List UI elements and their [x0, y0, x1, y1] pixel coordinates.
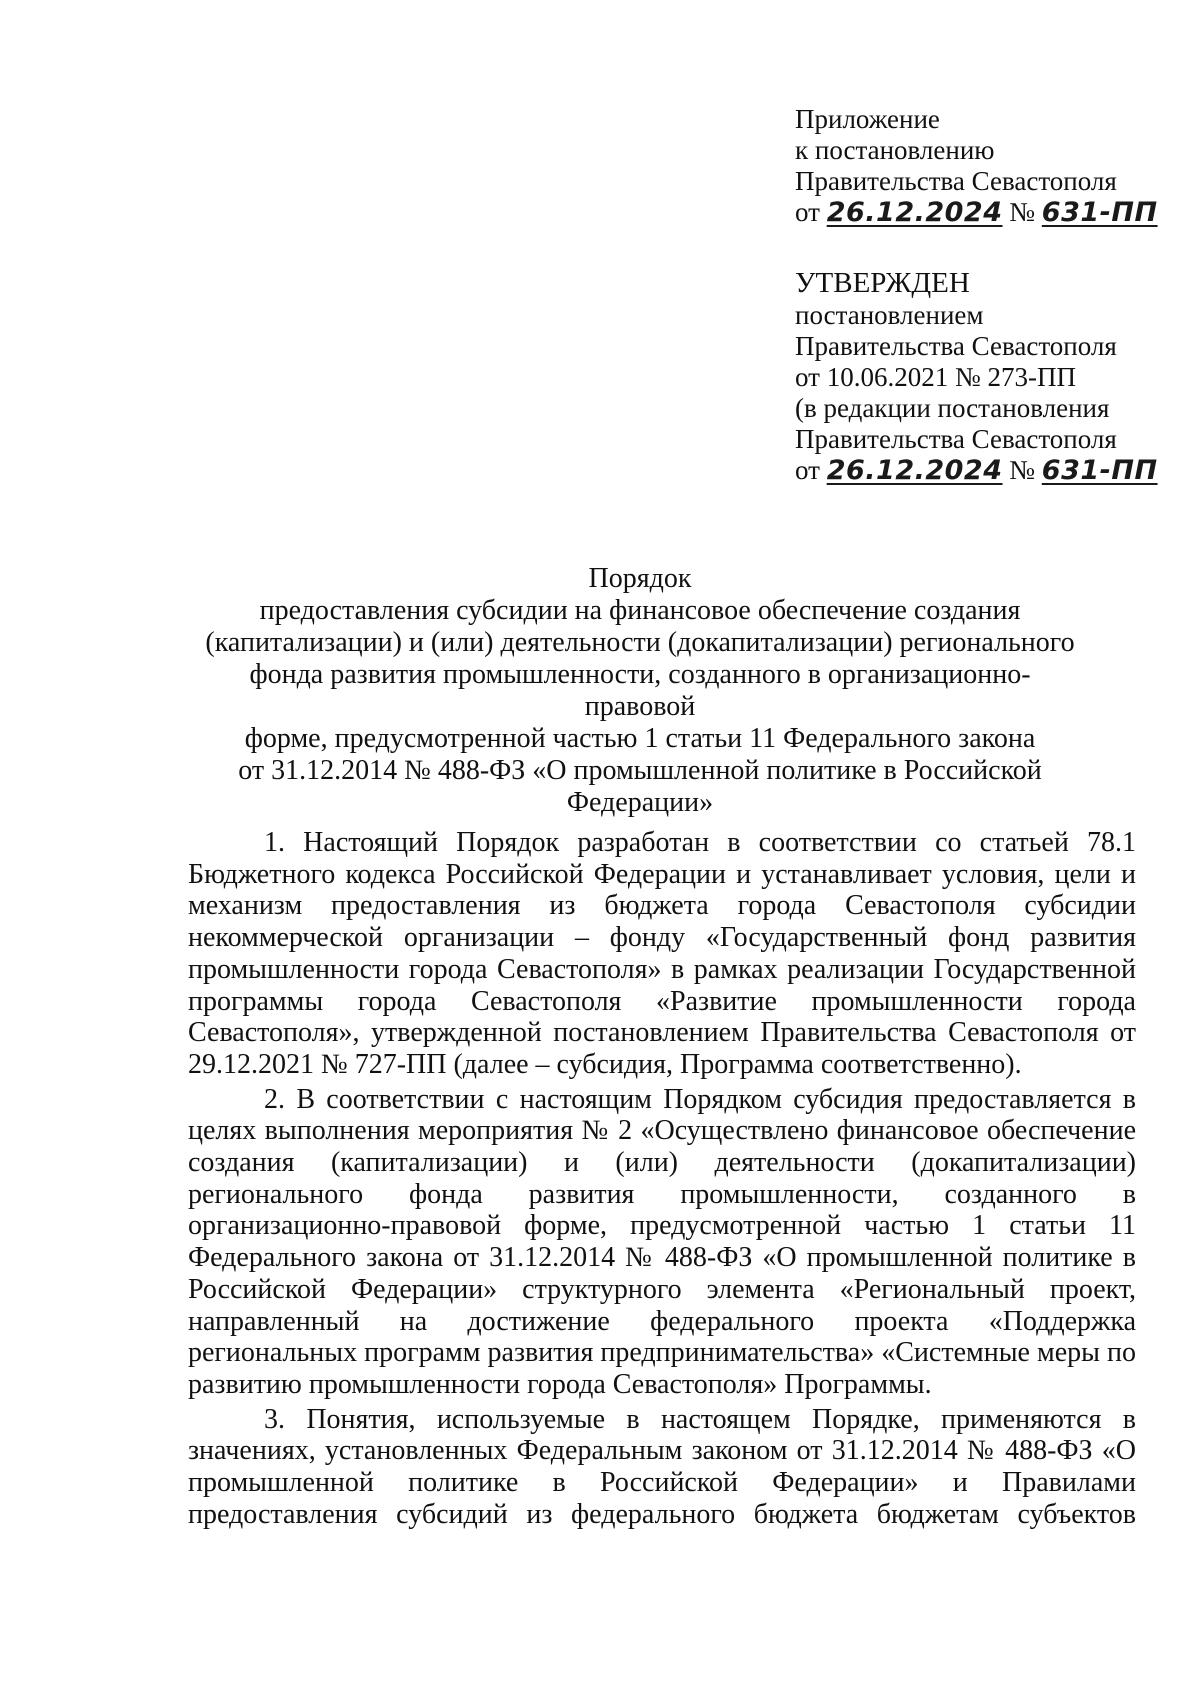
annex-line-1: Приложение: [795, 104, 940, 134]
approval-line-3: от 10.06.2021 № 273-ПП: [795, 362, 1076, 392]
title-line-2: (капитализации) и (или) деятельности (докапитализации) регионального: [205, 627, 1075, 658]
approval-handwritten-date: 26.12.2024: [826, 455, 1003, 486]
annex-handwritten-number: 631-ПП: [1041, 197, 1158, 228]
approval-line-5: Правительства Севастополя: [795, 424, 1117, 454]
approval-date-line: [795, 455, 1158, 486]
approval-line-4: (в редакции постановления: [795, 393, 1110, 423]
title-line-3: фонда развития промышленности, созданного в организационно-правовой: [249, 659, 1031, 722]
annex-line-3: Правительства Севастополя: [795, 166, 1117, 196]
document-title: [200, 563, 1080, 819]
annex-block: [795, 104, 1158, 228]
annex-number-label: №: [1009, 197, 1036, 227]
approval-handwritten-number: 631-ПП: [1041, 455, 1158, 486]
title-line-1: предоставления субсидии на финансовое обеспечение создания: [259, 595, 1021, 626]
title-line-6: Федерации»: [566, 787, 714, 818]
paragraph-2: 2. В соответствии с настоящим Порядком субсидия предоставляется в целях выполнения мероприятия № 2 «Осуществлено финансовое обеспечение создания (капитализации) и (или) деятельности (докапитализации) регионального фонда развития промышленности, созданного в организационно-правовой форме, предусмотренной частью 1 статьи 11 Федерального закона от 31.12.2014 № 488-ФЗ «О промышленной политике в Российской Федерации» структурного элемента «Региональный проект, направленный на достижение федерального проекта «Поддержка региональных программ развития предпринимательства» «Системные меры по развитию промышленности города Севастополя» Программы.: [188, 1083, 1136, 1400]
document-body: [188, 827, 1136, 1533]
approval-line-2: Правительства Севастополя: [795, 331, 1117, 361]
approval-block: [795, 266, 1158, 486]
approval-heading: УТВЕРЖДЕН: [795, 267, 970, 299]
annex-handwritten-date: 26.12.2024: [826, 197, 1003, 228]
annex-date-line: [795, 197, 1158, 228]
title-line-5: от 31.12.2014 № 488-ФЗ «О промышленной политике в Российской: [238, 755, 1042, 786]
approval-line-1: постановлением: [795, 300, 984, 330]
paragraph-3: 3. Понятия, используемые в настоящем Порядке, применяются в значениях, установленных Федеральным законом от 31.12.2014 № 488-ФЗ «О промышленной политике в Российской Федерации» и Правилами предоставления субсидий из федерального бюджета бюджетам субъектов: [188, 1403, 1136, 1530]
title-heading: Порядок: [588, 563, 692, 594]
approval-from-label: от: [795, 455, 820, 485]
annex-from-label: от: [795, 197, 820, 227]
approval-number-label: №: [1009, 455, 1036, 485]
paragraph-1: 1. Настоящий Порядок разработан в соответствии со статьей 78.1 Бюджетного кодекса Российской Федерации и устанавливает условия, цели и механизм предоставления из бюджета города Севастополя субсидии некоммерческой организации – фонду «Государственный фонд развития промышленности города Севастополя» в рамках реализации Государственной программы города Севастополя «Развитие промышленности города Севастополя», утвержденной постановлением Правительства Севастополя от 29.12.2021 № 727-ПП (далее – субсидия, Программа соответственно).: [188, 827, 1136, 1080]
annex-line-2: к постановлению: [795, 135, 995, 165]
title-line-4: форме, предусмотренной частью 1 статьи 11 Федерального закона: [244, 723, 1036, 754]
